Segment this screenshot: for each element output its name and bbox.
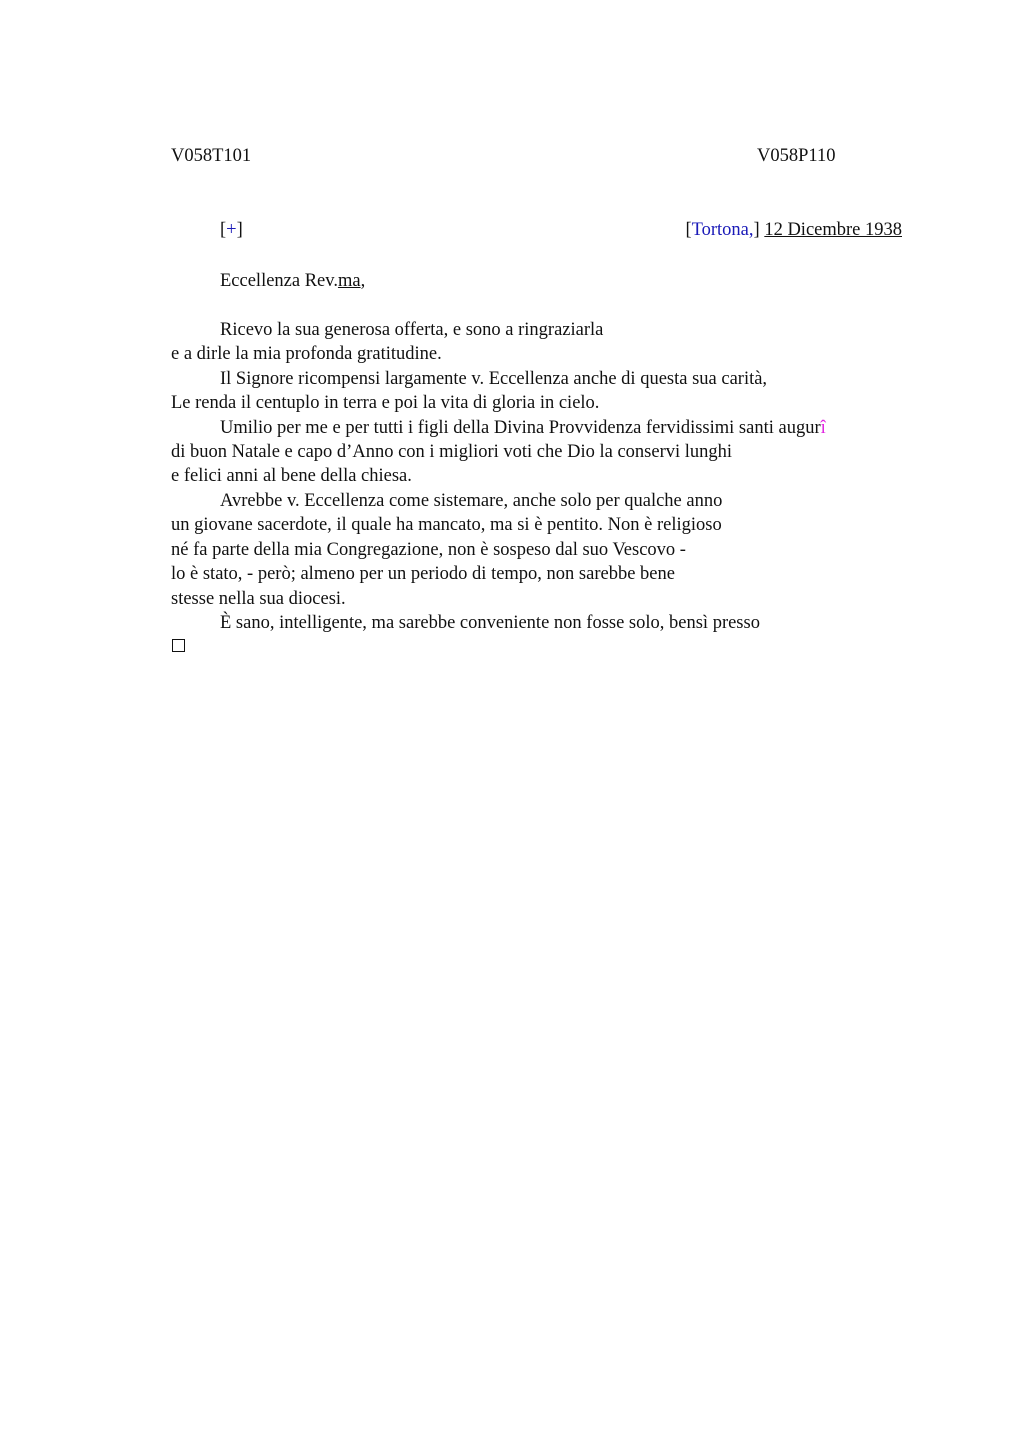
cross-mark (220, 220, 243, 241)
body-line-11: lo è stato, - però; almeno per un periodo di tempo, non sarebbe bene (171, 564, 675, 584)
letter-date: 12 Dicembre 1938 (764, 220, 902, 240)
body-line-5-accent: î (820, 418, 826, 438)
cross-symbol: + (226, 220, 237, 240)
body-line-7: e felici anni al bene della chiesa. (171, 466, 412, 486)
document-code-right: V058P110 (757, 146, 836, 166)
body-line-12: stesse nella sua diocesi. (171, 589, 346, 609)
body-line-9: un giovane sacerdote, il quale ha mancato, ma si è pentito. Non è religioso (171, 515, 722, 535)
body-line-10: né fa parte della mia Congregazione, non è sospeso dal suo Vescovo - (171, 540, 686, 560)
place-bracket-close: ] (753, 220, 760, 240)
salutation-prefix: Eccellenza Rev. (220, 271, 338, 291)
body-line-5-text: Umilio per me e per tutti i figli della Divina Provvidenza fervidissimi santi augur (220, 418, 821, 438)
bracket-open: [ (220, 220, 227, 240)
bracket-close: ] (236, 220, 243, 240)
salutation-suffix: , (360, 271, 366, 291)
place-name: Tortona, (691, 220, 754, 240)
salutation (220, 269, 365, 293)
body-line-13: È sano, intelligente, ma sarebbe conveniente non fosse solo, bensì presso (220, 613, 760, 633)
document-code-left: V058T101 (171, 146, 252, 166)
body-line-2: e a dirle la mia profonda gratitudine. (171, 344, 442, 364)
checkbox-square-icon (172, 639, 185, 652)
body-line-1: Ricevo la sua generosa offerta, e sono a ringraziarla (220, 320, 604, 340)
body-line-6: di buon Natale e capo d’Anno con i migliori voti che Dio la conservi lunghi (171, 442, 733, 462)
body-line-3: Il Signore ricompensi largamente v. Eccellenza anche di questa sua carità, (220, 369, 768, 389)
dateline (685, 220, 902, 241)
salutation-abbrev: ma (337, 271, 361, 291)
place-bracket-open: [ (685, 220, 692, 240)
body-line-8: Avrebbe v. Eccellenza come sistemare, anche solo per qualche anno (220, 491, 723, 511)
body-line-5 (220, 416, 826, 440)
body-line-4: Le renda il centuplo in terra e poi la vita di gloria in cielo. (171, 393, 600, 413)
